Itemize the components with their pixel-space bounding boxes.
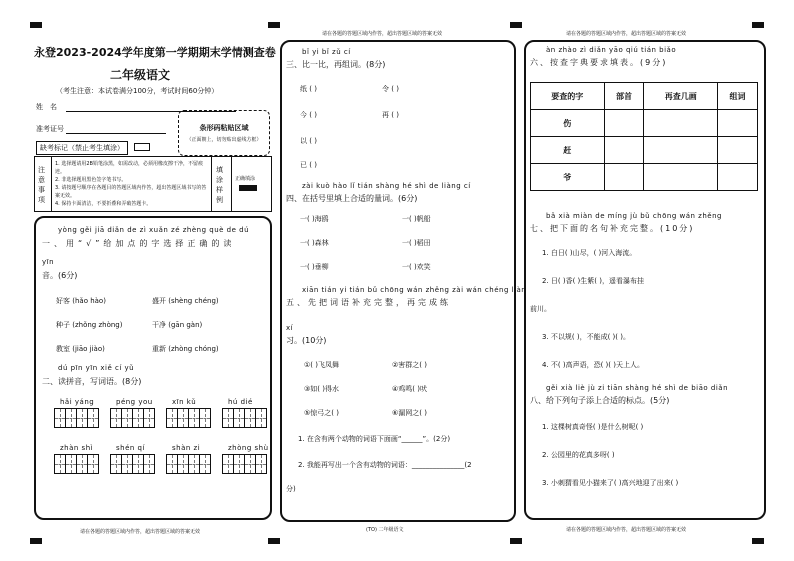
q7-item: 前川。 (530, 305, 551, 313)
top-notice: 请在各题的答题区域内作答，超出答题区域的答案无效 (322, 31, 443, 37)
q5-item[interactable]: ②害群之( ) (392, 361, 427, 369)
answer-frame-middle (280, 40, 527, 522)
writing-grid[interactable] (166, 454, 210, 474)
q1-item[interactable]: 干净 (gān gàn) (152, 321, 203, 329)
ticket-field[interactable] (66, 133, 166, 134)
notes-label: 注意事项 (38, 166, 45, 204)
q2-word-pinyin: shàn zi (172, 444, 201, 452)
q8-item[interactable]: 3. 小刺猬看见小猫来了( )高兴地迎了出来( ) (542, 479, 679, 487)
answer-frame-right (524, 40, 766, 520)
bottom-notice: 请在各题的答题区域内作答，超出答题区域的答案无效 (80, 529, 201, 535)
q4-pinyin: zài kuò hào lǐ tián shàng hé shì de liàng cí (302, 182, 471, 190)
q3-row[interactable]: 以 ( ) (300, 137, 317, 145)
q5-title: 五、先把词语补充完整，再完成练 (286, 298, 451, 307)
q7-pinyin: bǎ xià miàn de míng jù bǔ chōng wán zhěng (546, 212, 722, 220)
ticket-label: 准考证号 (36, 125, 64, 133)
q4-item[interactable]: 一( )欢笑 (402, 263, 431, 271)
exam-info: （考生注意：本试卷满分100分，考试时间60分钟） (56, 87, 219, 95)
q1-item[interactable]: 教室 (jiāo jiào) (56, 345, 105, 353)
q5-pinyin: xiān tián yi tián bǔ chōng wán zhěng zài wán chéng liàn (302, 286, 527, 294)
q4-title: 四、在括号里填上合适的量词。(6分) (286, 194, 418, 203)
fill-correct: 正确填涂 (235, 176, 256, 182)
q7-item[interactable]: 4. 不( )高声语，恐( )( )天上人。 (542, 361, 644, 369)
registration-mark (30, 22, 42, 28)
q7-title: 七、把下面的名句补充完整。(10分) (530, 224, 695, 233)
q4-item[interactable]: 一( )帆船 (402, 215, 431, 223)
table-header: 部首 (604, 83, 644, 110)
q3-row[interactable]: 再 ( ) (382, 111, 399, 119)
barcode-note: （正面朝上，切勿贴出虚线方框） (186, 137, 262, 143)
q4-item[interactable]: 一( )稻田 (402, 239, 431, 247)
q2-word-pinyin: zhàn shì (60, 444, 94, 452)
q2-pinyin: dú pīn yīn xiě cí yǔ (58, 364, 135, 372)
q3-row[interactable]: 令 ( ) (382, 85, 399, 93)
notes-box (34, 156, 272, 212)
q5-sub1[interactable]: 1. 在含有两个动物的词语下面画“______”。(2分) (298, 435, 451, 443)
q3-row[interactable]: 纸 ( ) (300, 85, 317, 93)
q3-pinyin: bǐ yi bǐ zǔ cí (302, 48, 351, 56)
top-notice: 请在各题的答题区域内作答，超出答题区域的答案无效 (566, 31, 687, 37)
q6-title: 六、按查字典要求填表。(9分) (530, 58, 668, 67)
q5-title2: 习。(10分) (286, 336, 327, 345)
table-header: 组词 (718, 83, 758, 110)
writing-grid[interactable] (222, 408, 266, 428)
table-row: 爷 (531, 164, 758, 191)
q7-item[interactable]: 2. 日( )香( )生紫( )，遥看瀑布挂 (542, 277, 644, 285)
registration-mark (30, 538, 42, 544)
q1-pinyin2: yīn (42, 258, 55, 266)
q1-title2: 音。(6分) (42, 271, 78, 280)
writing-grid[interactable] (222, 454, 266, 474)
q5-item[interactable]: ⑤惊弓之( ) (304, 409, 339, 417)
absent-label: 缺考标记（禁止考生填涂） (36, 141, 128, 155)
table-header: 要查的字 (531, 83, 605, 110)
q5-item[interactable]: ①( )飞凤舞 (304, 361, 339, 369)
q5-sub2[interactable]: 2. 我能再写出一个含有动物的词语：_______________(2 (298, 461, 472, 469)
q1-pinyin: yòng gěi jiā diǎn de zì xuǎn zé zhèng què de dú (58, 226, 250, 234)
q2-word-pinyin: péng you (116, 398, 153, 406)
answer-frame-left (34, 216, 272, 520)
q6-pinyin: àn zhào zì diǎn yāo qiú tián biǎo (546, 46, 677, 54)
q1-item[interactable]: 种子 (zhǒng zhòng) (56, 321, 123, 329)
name-label: 姓 名 (36, 103, 57, 111)
q1-title: 一、用“√”给加点的字选择正确的读 (42, 239, 236, 248)
registration-mark (752, 538, 764, 544)
q7-item[interactable]: 3. 不以规( )，不能成( )( )。 (542, 333, 630, 341)
barcode-area (178, 110, 270, 156)
q4-item[interactable]: 一( )垂柳 (300, 263, 329, 271)
fill-sample (239, 185, 257, 191)
exam-title: 永登2023-2024学年度第一学期期末学情测查卷 (34, 46, 276, 59)
q2-word-pinyin: hǎi yáng (60, 398, 95, 406)
q8-item[interactable]: 2. 公园里的花真多呀( ) (542, 451, 615, 459)
q1-item[interactable]: 重新 (zhòng chóng) (152, 345, 219, 353)
q5-item[interactable]: ⑥漏网之( ) (392, 409, 427, 417)
barcode-title: 条形码粘贴区域 (199, 124, 249, 132)
absent-checkbox[interactable] (134, 143, 150, 151)
registration-mark (510, 22, 522, 28)
q5-sub2-tail: 分) (286, 485, 296, 493)
q8-item[interactable]: 1. 这棵树真奇怪( )是什么树呢( ) (542, 423, 644, 431)
q1-item[interactable]: 盛开 (shèng chéng) (152, 297, 219, 305)
q5-item[interactable]: ④鸡鸣( )吠 (392, 385, 427, 393)
bottom-notice: 请在各题的答题区域内作答，超出答题区域的答案无效 (566, 527, 687, 533)
q8-title: 八、给下列句子添上合适的标点。(5分) (530, 396, 670, 405)
table-row: 赶 (531, 137, 758, 164)
q5-item[interactable]: ③如( )得水 (304, 385, 339, 393)
q3-row[interactable]: 已 ( ) (300, 161, 317, 169)
q3-row[interactable]: 今 ( ) (300, 111, 317, 119)
q2-word-pinyin: shén qí (116, 444, 145, 452)
writing-grid[interactable] (54, 408, 98, 428)
q2-word-pinyin: xīn kǔ (172, 398, 197, 406)
writing-grid[interactable] (54, 454, 98, 474)
table-row: 伤 (531, 110, 758, 137)
table-header: 再查几画 (644, 83, 718, 110)
q2-word-pinyin: zhòng shù (228, 444, 269, 452)
q2-word-pinyin: hú dié (228, 398, 253, 406)
registration-mark (268, 538, 280, 544)
q8-pinyin: gěi xià liè jù zi tiān shàng hé shì de biāo diǎn (546, 384, 729, 392)
q4-item[interactable]: 一( )森林 (300, 239, 329, 247)
q5-pinyin2: xí (286, 324, 294, 332)
q3-title: 三、比一比，再组词。(8分) (286, 60, 386, 69)
q4-item[interactable]: 一( )海鸥 (300, 215, 329, 223)
writing-grid[interactable] (166, 408, 210, 428)
dictionary-table (530, 82, 758, 191)
registration-mark (510, 538, 522, 544)
writing-grid[interactable] (110, 454, 154, 474)
fill-label: 填涂样例 (216, 166, 223, 204)
notes-list: 1. 选择题请用2B铅笔涂黑，如需改动，必须用橡皮擦干净，不留痕迹。 2. 非选择题用黑色签字笔书写。 3. 请按题号顺序在各题目的答题区域内作答，超出答题区域书写的答案无效。 4. 保持卡面清洁，不要折叠和弄破答题卡。 (55, 161, 207, 207)
q1-item[interactable]: 好客 (hǎo hào) (56, 297, 106, 305)
writing-grid[interactable] (110, 408, 154, 428)
registration-mark (268, 22, 280, 28)
registration-mark (752, 22, 764, 28)
page-footer: (TO) 二年级语文 (366, 527, 404, 533)
q2-title: 二、读拼音，写词语。(8分) (42, 377, 142, 386)
exam-subtitle: 二年级语文 (110, 68, 171, 82)
q7-item[interactable]: 1. 白日( )山尽，( )河入海流。 (542, 249, 637, 257)
